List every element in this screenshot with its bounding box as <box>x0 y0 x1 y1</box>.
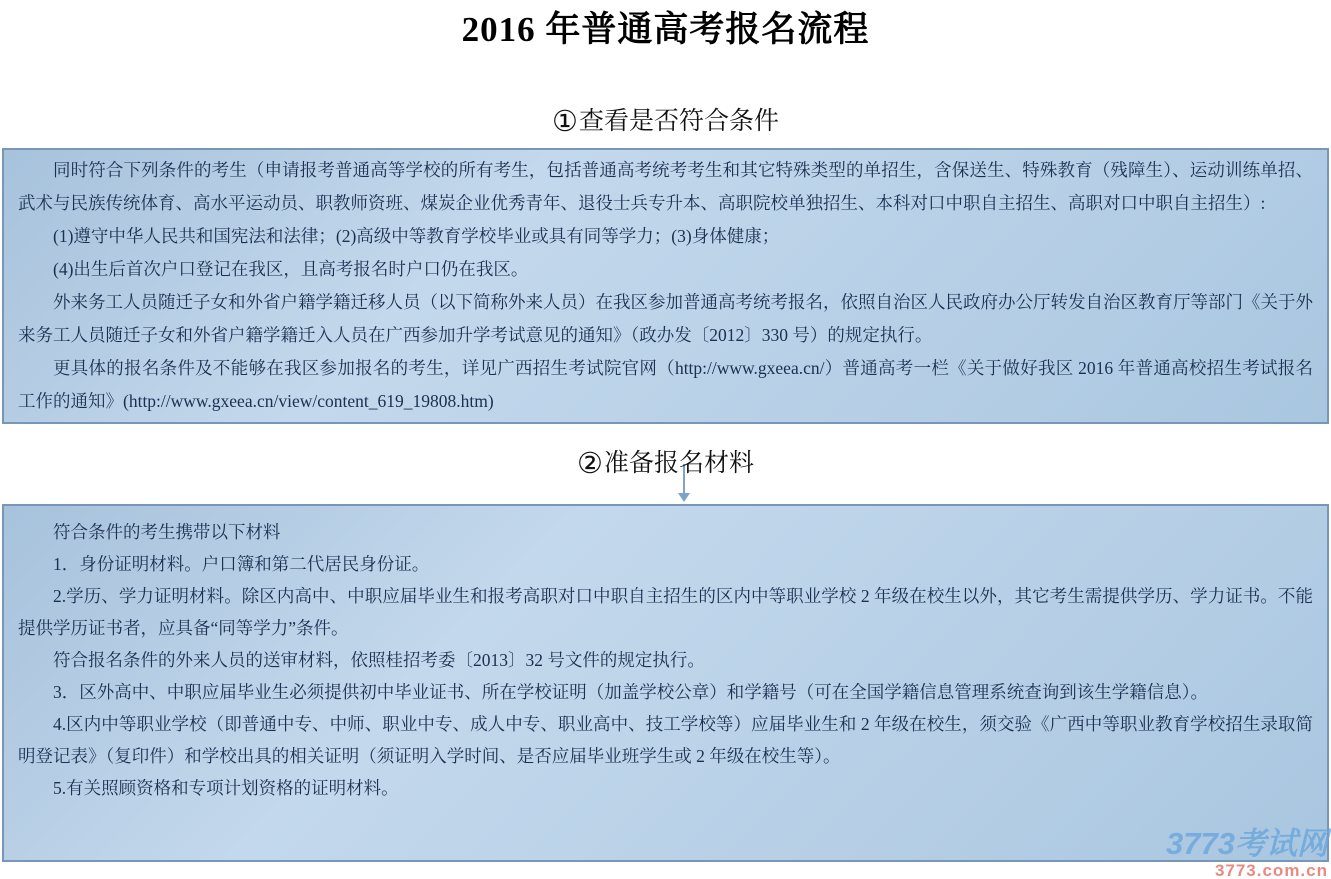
step-1-heading-label: 查看是否符合条件 <box>578 107 779 135</box>
watermark-site-name: 3773考试网 <box>1166 826 1328 861</box>
materials-paragraph-3: 2.学历、学力证明材料。除区内高中、中职应届毕业生和报考高职对口中职自主招生的区内中等职业学校 2 年级在校生以外，其它考生需提供学历、学力证书。不能提供学历证书者，应具备“同等学力”条件。 <box>18 586 1313 638</box>
step-2-circled-number-icon: ② <box>576 448 603 480</box>
requirements-paragraph-1: 同时符合下列条件的考生（申请报考普通高等学校的所有考生，包括普通高考统考考生和其它特殊类型的单招生，含保送生、特殊教育（残障生）、运动训练单招、武术与民族传统体育、高水平运动员、职教师资班、煤炭企业优秀青年、退役士兵专升本、高职院校单独招生、本科对口中职自主招生、高职对口中职自主招生）: <box>18 160 1313 213</box>
materials-paragraph-7: 5.有关照顾资格和专项计划资格的证明材料。 <box>53 778 399 798</box>
requirements-box <box>2 148 1329 424</box>
page-title: 2016 年普通高考报名流程 <box>461 10 870 49</box>
materials-paragraph-6: 4.区内中等职业学校（即普通中专、中师、职业中专、成人中专、职业高中、技工学校等）应届毕业生和 2 年级在校生，须交验《广西中等职业教育学校招生录取简明登记表》（复印件）和学校出具的相关证明（须证明入学时间、是否应届毕业班学生或 2 年级在校生等）。 <box>18 714 1313 766</box>
requirements-paragraph-2: (1)遵守中华人民共和国宪法和法律；(2)高级中等教育学校毕业或具有同等学力；(3)身体健康； <box>53 226 780 246</box>
step-1-heading <box>0 104 1331 139</box>
step-2-heading <box>0 446 1331 481</box>
watermark <box>1166 828 1328 879</box>
step-1-circled-number-icon: ① <box>551 106 578 138</box>
requirements-paragraph-5: 更具体的报名条件及不能够在我区参加报名的考生，详见广西招生考试院官网（http://www.gxeea.cn/）普通高考一栏《关于做好我区 2016 年普通高校招生考试报名工作的通知》(http://www.gxeea.cn/view/content_619_19808.htm) <box>18 358 1313 411</box>
requirements-paragraph-4: 外来务工人员随迁子女和外省户籍学籍迁移人员（以下简称外来人员）在我区参加普通高考统考报名，依照自治区人民政府办公厅转发自治区教育厅等部门《关于外来务工人员随迁子女和外省户籍学籍迁入人员在广西参加升学考试意见的通知》（政办发〔2012〕330 号）的规定执行。 <box>18 292 1313 345</box>
materials-paragraph-5: 3．区外高中、中职应届毕业生必须提供初中毕业证书、所在学校证明（加盖学校公章）和学籍号（可在全国学籍信息管理系统查询到该生学籍信息）。 <box>53 682 1208 702</box>
materials-paragraph-1: 符合条件的考生携带以下材料 <box>53 522 281 542</box>
requirements-paragraph-3: (4)出生后首次户口登记在我区，且高考报名时户口仍在我区。 <box>53 259 529 279</box>
materials-box <box>2 504 1329 862</box>
step-2-heading-label: 准备报名材料 <box>603 449 754 477</box>
materials-paragraph-4: 符合报名条件的外来人员的送审材料，依照桂招考委〔2013〕32 号文件的规定执行。 <box>53 650 705 670</box>
flow-arrow-head <box>678 493 690 502</box>
watermark-site-domain: 3773.com.cn <box>1214 861 1328 879</box>
materials-paragraph-2: 1．身份证明材料。户口簿和第二代居民身份证。 <box>53 554 430 574</box>
